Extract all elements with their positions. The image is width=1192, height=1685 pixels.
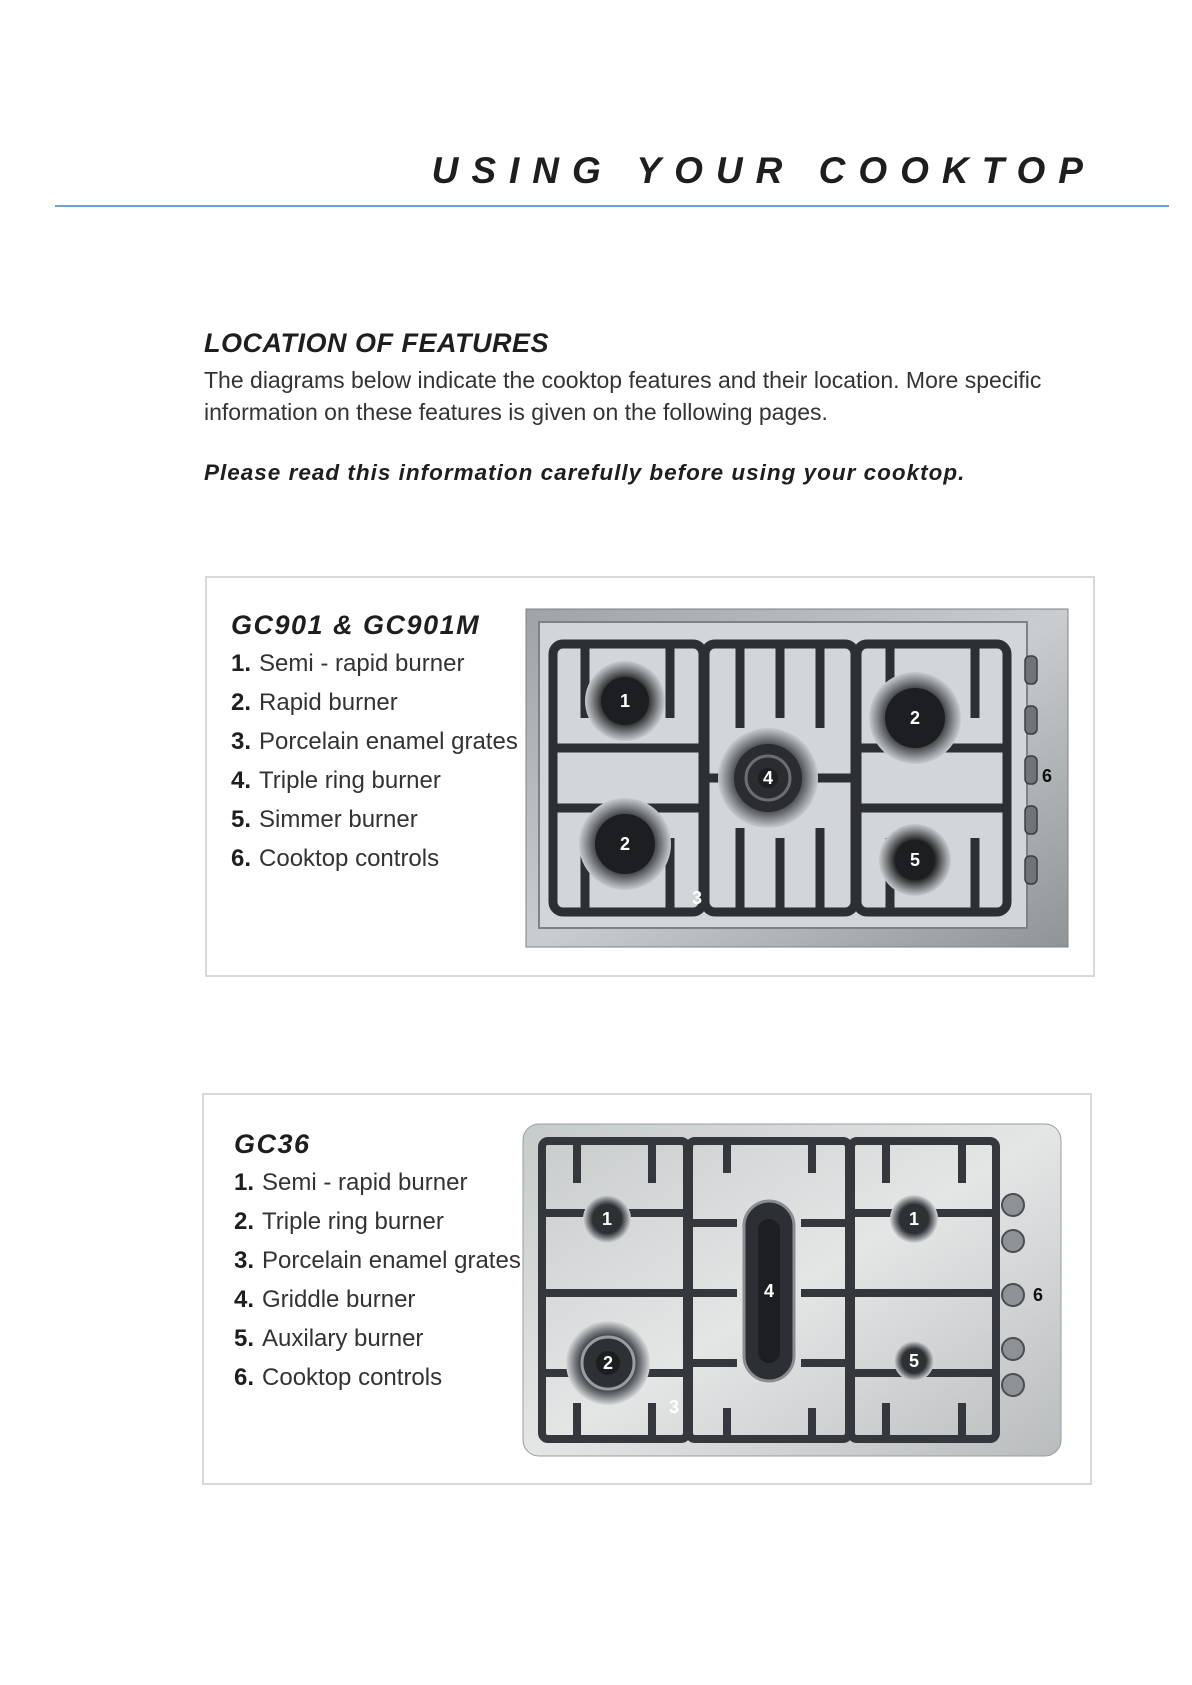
feature-number: 5. [231, 806, 252, 833]
feature-item [231, 767, 518, 806]
feature-label: Semi - rapid burner [259, 650, 465, 677]
feature-item [234, 1208, 521, 1247]
feature-item [231, 806, 518, 845]
cooktop-diagram-gc901 [525, 608, 1069, 948]
feature-label: Triple ring burner [259, 767, 441, 794]
feature-label: Porcelain enamel grates [262, 1247, 521, 1274]
intro-paragraph: The diagrams below indicate the cooktop features and their location. More specific information on these features is given on the following pages. [204, 367, 1042, 425]
model-panel-gc36 [202, 1093, 1092, 1485]
feature-number: 3. [234, 1247, 255, 1274]
callout-label: 2 [602, 1353, 614, 1373]
feature-list [234, 1169, 521, 1403]
feature-item [231, 650, 518, 689]
callout-label: 1 [601, 1209, 613, 1229]
feature-item [234, 1286, 521, 1325]
section-heading: LOCATION OF FEATURES [204, 328, 549, 358]
callout-label: 6 [1032, 1285, 1044, 1305]
feature-number: 2. [234, 1208, 255, 1235]
callout-label: 1 [619, 691, 631, 711]
callout-label: 4 [763, 1281, 775, 1301]
feature-number: 4. [231, 767, 252, 794]
feature-item [234, 1247, 521, 1286]
page-title: USING YOUR COOKTOP [431, 150, 1096, 191]
feature-number: 2. [231, 689, 252, 716]
feature-label: Griddle burner [262, 1286, 416, 1313]
feature-item [231, 728, 518, 767]
feature-label: Semi - rapid burner [262, 1169, 468, 1196]
feature-number: 1. [234, 1169, 255, 1196]
feature-label: Porcelain enamel grates [259, 728, 518, 755]
model-panel-gc901 [205, 576, 1095, 977]
feature-item [234, 1325, 521, 1364]
feature-label: Rapid burner [259, 689, 398, 716]
header-divider [55, 205, 1169, 207]
feature-item [234, 1364, 521, 1403]
feature-number: 6. [231, 845, 252, 872]
feature-item [231, 845, 518, 884]
callout-label: 6 [1041, 766, 1053, 786]
cooktop-diagram-gc36 [522, 1123, 1062, 1457]
callout-label: 1 [908, 1209, 920, 1229]
feature-list [231, 650, 518, 884]
callout-label: 3 [691, 888, 703, 908]
feature-item [234, 1169, 521, 1208]
callout-label: 5 [909, 850, 921, 870]
callout-label: 5 [908, 1351, 920, 1371]
feature-label: Simmer burner [259, 806, 418, 833]
model-name: GC901 & GC901M [231, 610, 481, 640]
feature-number: 3. [231, 728, 252, 755]
feature-number: 1. [231, 650, 252, 677]
feature-number: 4. [234, 1286, 255, 1313]
callout-label: 3 [668, 1397, 680, 1417]
callout-label: 2 [619, 834, 631, 854]
callout-label: 4 [762, 768, 774, 788]
feature-number: 5. [234, 1325, 255, 1352]
model-name: GC36 [234, 1129, 311, 1159]
feature-label: Cooktop controls [259, 845, 440, 872]
feature-item [231, 689, 518, 728]
feature-number: 6. [234, 1364, 255, 1391]
feature-label: Auxilary burner [262, 1325, 424, 1352]
safety-notice: Please read this information carefully before using your cooktop. [204, 460, 966, 485]
feature-label: Cooktop controls [262, 1364, 443, 1391]
callout-label: 2 [909, 708, 921, 728]
feature-label: Triple ring burner [262, 1208, 444, 1235]
